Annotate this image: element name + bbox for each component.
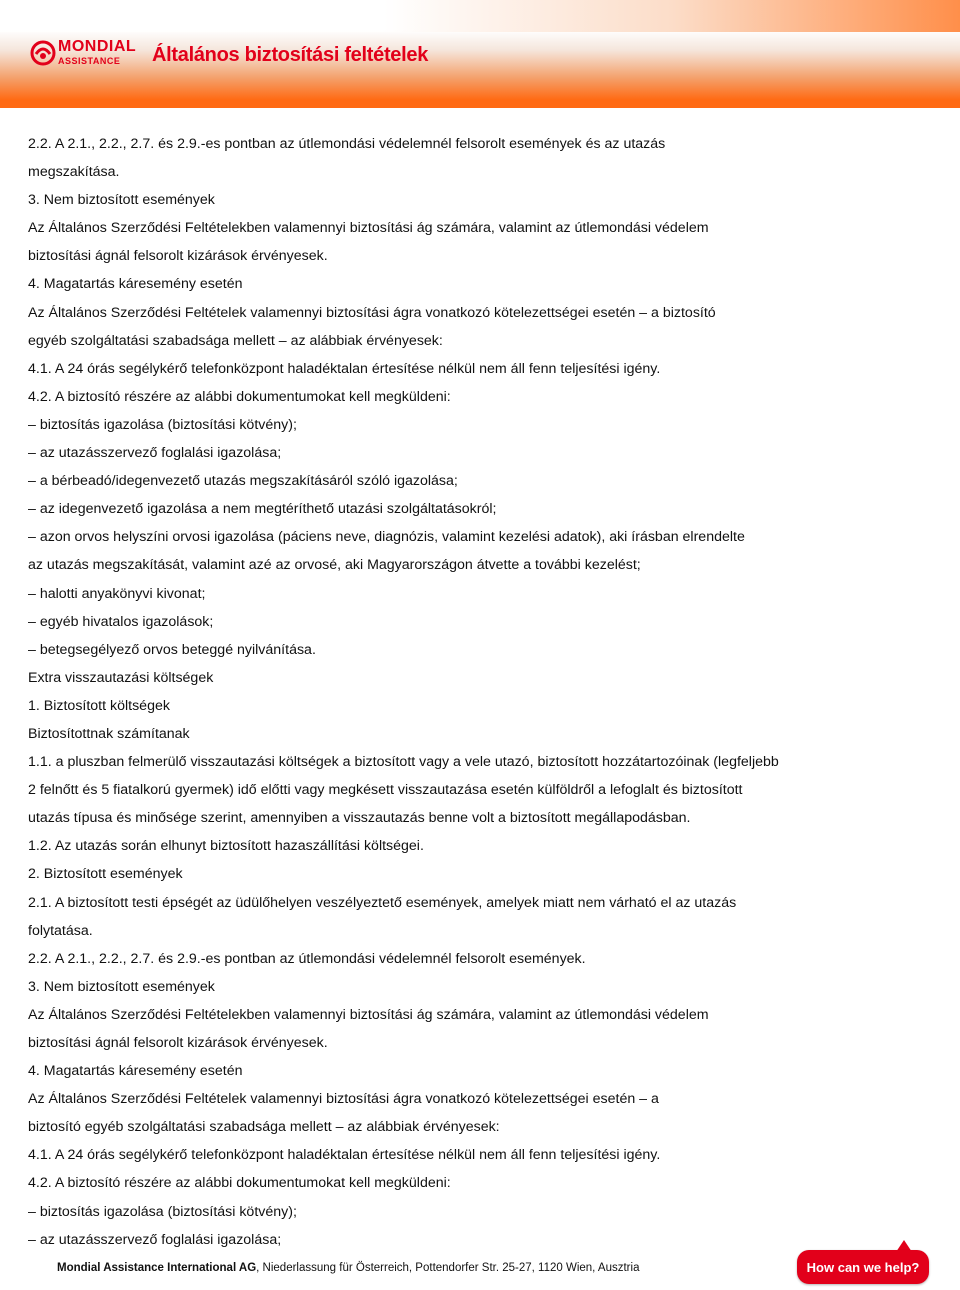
text-line: egyéb szolgáltatási szabadsága mellett – az alábbiak érvényesek: [28, 332, 443, 349]
text-line: Az Általános Szerződési Feltételek valamennyi biztosítási ágra vonatkozó kötelezettségei esetén – a biztosító [28, 304, 716, 321]
list-item: – biztosítás igazolása (biztosítási kötvény); [28, 416, 297, 433]
mondial-assistance-logo[interactable] [30, 38, 140, 72]
logo-emblem-icon [30, 40, 56, 66]
list-item: – betegsegélyező orvos beteggé nyilvánítása. [28, 641, 316, 658]
footer-address-text: , Niederlassung für Österreich, Pottendorfer Str. 25-27, 1120 Wien, Ausztria [256, 1262, 640, 1274]
text-line: 2.2. A 2.1., 2.2., 2.7. és 2.9.-es pontban az útlemondási védelemnél felsorolt események. [28, 950, 586, 967]
text-line: Az Általános Szerződési Feltételekben valamennyi biztosítási ág számára, valamint az útlemondási védelem [28, 1006, 709, 1023]
page-title: Általános biztosítási feltételek [152, 44, 429, 66]
text-line: Az Általános Szerződési Feltételek valamennyi biztosítási ágra vonatkozó kötelezettségei esetén – a [28, 1091, 659, 1108]
list-item: – az utazásszervező foglalási igazolása; [28, 1231, 282, 1248]
text-line: 2.1. A biztosított testi épségét az üdülőhelyen veszélyeztető események, amelyek miatt nem várható el az utazás [28, 894, 737, 911]
page-header [0, 0, 960, 108]
footer-company: Mondial Assistance International AG [57, 1262, 257, 1274]
section-heading: Extra visszautazási költségek [28, 669, 214, 686]
list-item: – azon orvos helyszíni orvosi igazolása (páciens neve, diagnózis, valamint kezelési adatok), aki írásban elrendelte [28, 529, 745, 546]
list-item: – az utazásszervező foglalási igazolása; [28, 445, 282, 462]
section-heading: 3. Nem biztosított események [28, 192, 215, 209]
footer-address [57, 1262, 639, 1274]
list-item: – az idegenvezető igazolása a nem megtéríthető utazási szolgáltatásokról; [28, 501, 497, 518]
text-line: biztosítási ágnál felsorolt kizárások érvényesek. [28, 1035, 328, 1051]
text-line: utazás típusa és minősége szerint, amennyiben a visszautazás benne volt a biztosított megállapodásban. [28, 810, 691, 827]
text-line: 4.1. A 24 órás segélykérő telefonközpont haladéktalan értesítése nélkül nem áll fenn teljesítési igény. [28, 1147, 661, 1164]
text-line: 1.2. Az utazás során elhunyt biztosított hazaszállítási költségei. [28, 838, 424, 855]
text-line: megszakítása. [28, 164, 120, 181]
logo-wordmark: MONDIAL [58, 38, 137, 55]
list-item: – a bérbeadó/idegenvezető utazás megszakításáról szóló igazolása; [28, 473, 458, 490]
section-heading: 4. Magatartás káresemény esetén [28, 1063, 243, 1080]
header-gradient-band [0, 0, 960, 32]
text-line: biztosító egyéb szolgáltatási szabadsága mellett – az alábbiak érvényesek: [28, 1119, 500, 1136]
list-item: – biztosítás igazolása (biztosítási kötvény); [28, 1203, 297, 1220]
text-line: 4.2. A biztosító részére az alábbi dokumentumokat kell megküldeni: [28, 1175, 451, 1192]
section-heading: 3. Nem biztosított események [28, 978, 215, 995]
text-line: 4.1. A 24 órás segélykérő telefonközpont haladéktalan értesítése nélkül nem áll fenn teljesítési igény. [28, 360, 661, 377]
section-heading: 4. Magatartás káresemény esetén [28, 276, 243, 293]
text-line: Biztosítottnak számítanak [28, 725, 190, 742]
text-line: 2.2. A 2.1., 2.2., 2.7. és 2.9.-es pontban az útlemondási védelemnél felsorolt események és az utazás [28, 136, 666, 152]
text-line: az utazás megszakítását, valamint azé az orvosé, aki Magyarországon átvette a további kezelést; [28, 557, 641, 574]
text-line: 2 felnőtt és 5 fiatalkorú gyermek) idő előtti vagy megkésett visszautazása esetén külföldről a lefoglalt és biztosított [28, 782, 743, 799]
text-line: folytatása. [28, 922, 93, 939]
text-line: biztosítási ágnál felsorolt kizárások érvényesek. [28, 248, 328, 265]
text-line: Az Általános Szerződési Feltételekben valamennyi biztosítási ág számára, valamint az útlemondási védelem [28, 220, 709, 237]
help-button[interactable]: How can we help? [797, 1250, 929, 1284]
document-body [28, 130, 928, 1254]
text-line: 1.1. a pluszban felmerülő visszautazási költségek a biztosított vagy a vele utazó, biztosított hozzátartozóinak (legfeljebb [28, 754, 779, 771]
list-item: – halotti anyakönyvi kivonat; [28, 585, 206, 602]
section-heading: 2. Biztosított események [28, 866, 183, 883]
logo-subtext: ASSISTANCE [58, 56, 121, 66]
text-line: 4.2. A biztosító részére az alábbi dokumentumokat kell megküldeni: [28, 388, 451, 405]
section-heading: 1. Biztosított költségek [28, 697, 170, 714]
list-item: – egyéb hivatalos igazolások; [28, 613, 214, 630]
